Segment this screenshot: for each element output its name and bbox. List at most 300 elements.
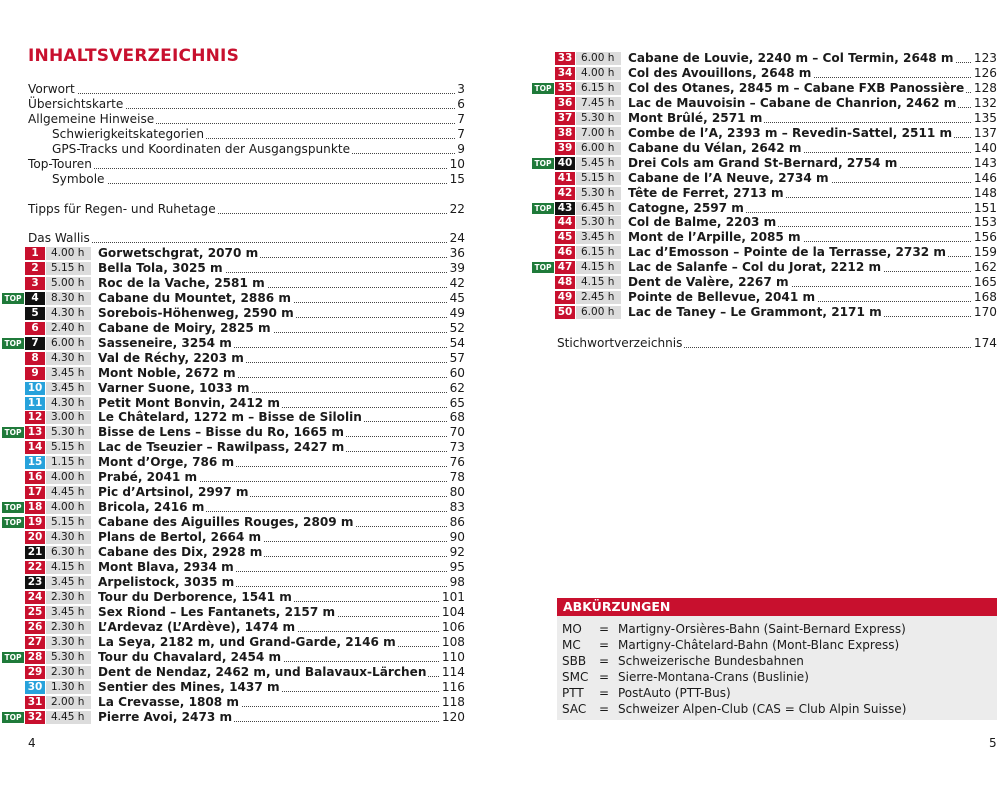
tour-name: Bricola, 2416 m xyxy=(98,500,205,515)
tour-entry[interactable] xyxy=(532,171,997,186)
tour-entry[interactable] xyxy=(2,455,465,470)
toc-entry-page: 6 xyxy=(457,97,465,111)
tour-page: 126 xyxy=(973,66,997,80)
tour-duration: 4.30 h xyxy=(46,352,91,365)
tour-page: 116 xyxy=(441,679,465,694)
tour-page: 106 xyxy=(441,619,465,634)
tour-entry[interactable] xyxy=(532,305,997,320)
tour-duration: 4.30 h xyxy=(46,531,91,544)
tour-duration: 3.00 h xyxy=(46,411,91,424)
tour-page: 146 xyxy=(973,170,997,185)
tour-duration: 5.15 h xyxy=(576,172,621,185)
abbreviation-meaning: Schweizerische Bundesbahnen xyxy=(618,654,804,668)
tour-name: Combe de l’A, 2393 m – Revedin-Sattel, 2511 m xyxy=(628,125,953,140)
tour-number-badge: 44 xyxy=(555,216,575,229)
toc-entry-page: 10 xyxy=(449,157,465,171)
tour-duration: 4.45 h xyxy=(46,486,91,499)
tour-page: 165 xyxy=(973,275,997,290)
toc-entry-label: Vorwort xyxy=(28,82,75,96)
toc-entry-schwierigkeitskategorien[interactable] xyxy=(52,127,465,142)
tour-page: 110 xyxy=(441,649,465,664)
tour-entry[interactable] xyxy=(532,66,997,81)
tour-entry[interactable] xyxy=(2,710,465,725)
toc-entry-label: GPS-Tracks und Koordinaten der Ausgangspunkte xyxy=(52,142,351,156)
tour-name: Tour du Chavalard, 2454 m xyxy=(98,649,282,664)
tour-duration: 4.00 h xyxy=(46,247,91,260)
tour-entry[interactable] xyxy=(2,545,465,560)
tour-entry[interactable] xyxy=(2,425,465,440)
tour-entry[interactable] xyxy=(2,291,465,306)
tour-name: Cabane des Dix, 2928 m xyxy=(98,545,263,559)
tour-name: Col des Avouillons, 2648 m xyxy=(628,66,812,80)
tour-page: 76 xyxy=(449,455,465,470)
tour-duration: 4.15 h xyxy=(46,561,91,574)
tour-page: 90 xyxy=(449,530,465,544)
tour-number-badge: 16 xyxy=(25,471,45,484)
tour-name: Sorebois-Höhenweg, 2590 m xyxy=(98,305,294,320)
top-tour-badge: TOP xyxy=(532,83,554,94)
tour-name: La Crevasse, 1808 m xyxy=(98,694,240,709)
tour-number-badge: 22 xyxy=(25,561,45,574)
tour-name: Prabé, 2041 m xyxy=(98,470,198,485)
tour-name: Lac d’Emosson – Pointe de la Terrasse, 2732 m xyxy=(628,245,946,260)
tour-name: Bella Tola, 3025 m xyxy=(98,260,223,275)
toc-entry-label: Übersichtskarte xyxy=(28,97,124,111)
tour-name: La Seya, 2182 m, und Grand-Garde, 2146 m xyxy=(98,634,396,649)
tour-page: 137 xyxy=(973,125,997,140)
tour-duration: 5.30 h xyxy=(46,426,91,439)
tour-number-badge: 8 xyxy=(25,352,45,365)
abbreviation-meaning: Schweizer Alpen-Club (CAS = Club Alpin Suisse) xyxy=(618,702,907,716)
tour-page: 143 xyxy=(973,155,997,170)
tour-number-badge: 20 xyxy=(25,531,45,544)
tour-duration: 3.45 h xyxy=(46,576,91,589)
tour-page: 52 xyxy=(449,320,465,335)
tour-duration: 6.00 h xyxy=(576,142,621,155)
tour-page: 148 xyxy=(973,185,997,200)
tour-duration: 4.45 h xyxy=(46,711,91,724)
tour-number-badge: 43 xyxy=(555,202,575,215)
tour-name: Cabane de l’A Neuve, 2734 m xyxy=(628,170,829,185)
tour-page: 101 xyxy=(441,589,465,604)
toc-entry-vorwort[interactable] xyxy=(28,82,465,97)
tour-name: L’Ardevaz (L’Ardève), 1474 m xyxy=(98,619,296,634)
tour-number-badge: 4 xyxy=(25,292,45,305)
tour-name: Mont d’Orge, 786 m xyxy=(98,455,235,470)
tour-duration: 5.30 h xyxy=(576,216,621,229)
tour-page: 73 xyxy=(449,440,465,455)
abbreviation-key: SMC xyxy=(562,670,589,684)
tour-page: 80 xyxy=(449,485,465,500)
tour-duration: 2.30 h xyxy=(46,591,91,604)
tour-name: Col de Balme, 2203 m xyxy=(628,215,777,230)
tour-page: 62 xyxy=(449,380,465,395)
abbreviation-key: MO xyxy=(562,622,582,636)
tour-page: 123 xyxy=(973,51,997,65)
tour-name: Sex Riond – Les Fantanets, 2157 m xyxy=(98,604,336,619)
tour-entry[interactable] xyxy=(532,81,997,96)
tour-duration: 4.30 h xyxy=(46,397,91,410)
toc-entry-tipps[interactable] xyxy=(28,202,465,217)
tour-number-badge: 3 xyxy=(25,277,45,290)
tour-number-badge: 50 xyxy=(555,306,575,319)
tour-entry[interactable] xyxy=(532,230,997,245)
tour-entry[interactable] xyxy=(2,650,465,665)
tour-page: 78 xyxy=(449,470,465,485)
tour-page: 128 xyxy=(973,80,997,95)
tour-entry[interactable] xyxy=(2,680,465,695)
tour-page: 98 xyxy=(449,574,465,589)
tour-page: 60 xyxy=(449,365,465,380)
tour-duration: 2.30 h xyxy=(46,621,91,634)
dot-leader xyxy=(28,93,465,94)
tour-number-badge: 38 xyxy=(555,127,575,140)
tour-name: Cabane de Moiry, 2825 m xyxy=(98,320,271,335)
tour-page: 162 xyxy=(973,260,997,275)
toc-entry-page: 24 xyxy=(449,231,465,245)
top-tour-badge: TOP xyxy=(2,502,24,513)
tour-duration: 5.00 h xyxy=(46,277,91,290)
tour-entry[interactable] xyxy=(532,245,997,260)
tour-name: Varner Suone, 1033 m xyxy=(98,380,250,395)
toc-entry-page: 22 xyxy=(449,202,465,216)
tour-entry[interactable] xyxy=(2,246,465,261)
tour-name: Lac de Salanfe – Col du Jorat, 2212 m xyxy=(628,260,882,275)
tour-duration: 8.30 h xyxy=(46,292,91,305)
tour-entry[interactable] xyxy=(2,276,465,291)
tour-entry[interactable] xyxy=(2,590,465,605)
tour-entry[interactable] xyxy=(2,605,465,620)
tour-number-badge: 1 xyxy=(25,247,45,260)
tour-entry[interactable] xyxy=(2,336,465,351)
toc-entry-label: Top-Touren xyxy=(28,157,92,171)
abbreviation-equals: = xyxy=(599,670,610,684)
tour-duration: 7.45 h xyxy=(576,97,621,110)
tour-duration: 2.00 h xyxy=(46,696,91,709)
toc-entry-label: Tipps für Regen- und Ruhetage xyxy=(28,202,216,216)
tour-duration: 6.45 h xyxy=(576,202,621,215)
toc-entry-das-wallis[interactable] xyxy=(28,231,465,246)
tour-page: 68 xyxy=(449,410,465,425)
tour-page: 36 xyxy=(449,246,465,260)
tour-duration: 1.15 h xyxy=(46,456,91,469)
tour-name: Roc de la Vache, 2581 m xyxy=(98,275,265,290)
toc-entry-stichwortverzeichnis[interactable] xyxy=(557,336,997,351)
tour-number-badge: 39 xyxy=(555,142,575,155)
tour-number-badge: 23 xyxy=(25,576,45,589)
toc-entry-page: 7 xyxy=(457,127,465,141)
tour-name: Val de Réchy, 2203 m xyxy=(98,350,244,365)
tour-duration: 5.30 h xyxy=(576,187,621,200)
tour-duration: 4.00 h xyxy=(46,501,91,514)
tour-number-badge: 30 xyxy=(25,681,45,694)
tour-entry[interactable] xyxy=(2,620,465,635)
tour-entry[interactable] xyxy=(2,575,465,590)
toc-entry-gps-tracks[interactable] xyxy=(52,142,465,157)
tour-page: 54 xyxy=(449,335,465,350)
tour-entry[interactable] xyxy=(2,366,465,381)
tour-entry[interactable] xyxy=(532,111,997,126)
tour-duration: 6.30 h xyxy=(46,546,91,559)
tour-page: 132 xyxy=(973,95,997,110)
tour-page: 70 xyxy=(449,425,465,440)
tour-name: Mont Blava, 2934 m xyxy=(98,560,234,574)
tour-page: 153 xyxy=(973,215,997,230)
abbreviation-key: PTT xyxy=(562,686,584,700)
abbreviation-key: SAC xyxy=(562,702,587,716)
tour-number-badge: 35 xyxy=(555,82,575,95)
tour-number-badge: 41 xyxy=(555,172,575,185)
tour-duration: 4.00 h xyxy=(46,471,91,484)
tour-duration: 3.45 h xyxy=(46,382,91,395)
tour-duration: 5.30 h xyxy=(46,651,91,664)
tour-number-badge: 7 xyxy=(25,337,45,350)
tour-entry[interactable] xyxy=(2,695,465,710)
tour-number-badge: 26 xyxy=(25,621,45,634)
tour-name: Catogne, 2597 m xyxy=(628,200,744,215)
toc-entry-label: Symbole xyxy=(52,172,105,186)
tour-page: 39 xyxy=(449,260,465,275)
tour-name: Pic d’Artsinol, 2997 m xyxy=(98,485,249,500)
toc-entry-page: 15 xyxy=(449,172,465,186)
tour-name: Dent de Nendaz, 2462 m, und Balavaux-Lärchen xyxy=(98,664,427,679)
tour-duration: 5.15 h xyxy=(46,516,91,529)
tour-entry[interactable] xyxy=(532,156,997,171)
tour-number-badge: 46 xyxy=(555,246,575,259)
top-tour-badge: TOP xyxy=(2,427,24,438)
tour-page: 118 xyxy=(441,694,465,709)
dot-leader xyxy=(28,242,465,243)
toc-entry-page: 9 xyxy=(457,142,465,156)
tour-number-badge: 48 xyxy=(555,276,575,289)
tour-name: Tour du Derborence, 1541 m xyxy=(98,589,292,604)
tour-name: Sentier des Mines, 1437 m xyxy=(98,679,280,694)
tour-number-badge: 15 xyxy=(25,456,45,469)
tour-number-badge: 10 xyxy=(25,382,45,395)
tour-entry[interactable] xyxy=(2,500,465,515)
tour-name: Lac de Taney – Le Grammont, 2171 m xyxy=(628,305,882,320)
tour-name: Petit Mont Bonvin, 2412 m xyxy=(98,395,280,410)
tour-number-badge: 12 xyxy=(25,411,45,424)
abbreviation-equals: = xyxy=(599,638,610,652)
tour-entry[interactable] xyxy=(2,470,465,485)
tour-number-badge: 37 xyxy=(555,112,575,125)
tour-number-badge: 6 xyxy=(25,322,45,335)
toc-entry-top-touren[interactable] xyxy=(28,157,465,172)
tour-number-badge: 33 xyxy=(555,52,575,65)
tour-duration: 7.00 h xyxy=(576,127,621,140)
abbreviation-equals: = xyxy=(599,686,610,700)
tour-name: Le Châtelard, 1272 m – Bisse de Silolin xyxy=(98,410,362,425)
tour-name: Drei Cols am Grand St-Bernard, 2754 m xyxy=(628,155,898,170)
tour-page: 159 xyxy=(973,245,997,260)
tour-name: Tête de Ferret, 2713 m xyxy=(628,185,784,200)
tour-entry[interactable] xyxy=(2,396,465,411)
tour-page: 57 xyxy=(449,350,465,365)
tour-duration: 1.30 h xyxy=(46,681,91,694)
tour-entry[interactable] xyxy=(2,261,465,276)
tour-number-badge: 5 xyxy=(25,307,45,320)
toc-entry-symbole[interactable] xyxy=(52,172,465,187)
tour-page: 42 xyxy=(449,275,465,290)
tour-page: 95 xyxy=(449,560,465,574)
tour-duration: 4.15 h xyxy=(576,276,621,289)
tour-page: 108 xyxy=(441,634,465,649)
tour-name: Pierre Avoi, 2473 m xyxy=(98,709,233,724)
tour-page: 65 xyxy=(449,395,465,410)
abbreviation-meaning: Sierre-Montana-Crans (Buslinie) xyxy=(618,670,809,684)
page-title: INHALTSVERZEICHNIS xyxy=(28,46,240,66)
tour-duration: 4.15 h xyxy=(576,261,621,274)
tour-number-badge: 49 xyxy=(555,291,575,304)
page-number-right: 5 xyxy=(989,736,997,750)
abbreviation-key: MC xyxy=(562,638,581,652)
tour-entry[interactable] xyxy=(2,485,465,500)
tour-number-badge: 42 xyxy=(555,187,575,200)
tour-name: Cabane du Mountet, 2886 m xyxy=(98,290,291,305)
tour-number-badge: 31 xyxy=(25,696,45,709)
tour-entry[interactable] xyxy=(2,306,465,321)
abbreviation-equals: = xyxy=(599,702,610,716)
tour-page: 83 xyxy=(449,500,465,515)
tour-number-badge: 9 xyxy=(25,367,45,380)
tour-entry[interactable] xyxy=(2,410,465,425)
tour-name: Gorwetschgrat, 2070 m xyxy=(98,246,259,260)
tour-duration: 2.45 h xyxy=(576,291,621,304)
abbreviation-meaning: Martigny-Châtelard-Bahn (Mont-Blanc Express) xyxy=(618,638,900,652)
tour-entry[interactable] xyxy=(2,530,465,545)
tour-entry[interactable] xyxy=(2,440,465,455)
tour-entry[interactable] xyxy=(532,215,997,230)
tour-entry[interactable] xyxy=(532,141,997,156)
tour-entry[interactable] xyxy=(2,560,465,575)
tour-entry[interactable] xyxy=(2,351,465,366)
page-number-left: 4 xyxy=(28,736,36,750)
tour-name: Lac de Tseuzier – Rawilpass, 2427 m xyxy=(98,440,345,455)
tour-number-badge: 40 xyxy=(555,157,575,170)
tour-number-badge: 28 xyxy=(25,651,45,664)
top-tour-badge: TOP xyxy=(2,293,24,304)
tour-page: 49 xyxy=(449,305,465,320)
toc-entry-page: 7 xyxy=(457,112,465,126)
tour-number-badge: 2 xyxy=(25,262,45,275)
toc-entry-label: Schwierigkeitskategorien xyxy=(52,127,205,141)
tour-entry[interactable] xyxy=(2,381,465,396)
tour-duration: 3.45 h xyxy=(46,606,91,619)
tour-entry[interactable] xyxy=(532,51,997,66)
top-tour-badge: TOP xyxy=(2,338,24,349)
tour-entry[interactable] xyxy=(2,515,465,530)
tour-duration: 6.15 h xyxy=(576,82,621,95)
tour-number-badge: 18 xyxy=(25,501,45,514)
toc-entry-allgemeine-hinweise[interactable] xyxy=(28,112,465,127)
tour-entry[interactable] xyxy=(532,186,997,201)
toc-entry-label: Allgemeine Hinweise xyxy=(28,112,155,126)
top-tour-badge: TOP xyxy=(532,262,554,273)
tour-number-badge: 27 xyxy=(25,636,45,649)
tour-number-badge: 25 xyxy=(25,606,45,619)
tour-name: Pointe de Bellevue, 2041 m xyxy=(628,290,816,305)
abbreviation-key: SBB xyxy=(562,654,587,668)
tour-number-badge: 11 xyxy=(25,397,45,410)
tour-entry[interactable] xyxy=(2,321,465,336)
tour-duration: 2.40 h xyxy=(46,322,91,335)
tour-entry[interactable] xyxy=(532,275,997,290)
tour-duration: 3.30 h xyxy=(46,636,91,649)
tour-number-badge: 19 xyxy=(25,516,45,529)
tour-number-badge: 17 xyxy=(25,486,45,499)
toc-entry-page: 174 xyxy=(973,336,997,350)
tour-entry[interactable] xyxy=(2,665,465,680)
tour-page: 151 xyxy=(973,200,997,215)
tour-number-badge: 29 xyxy=(25,666,45,679)
abbreviations-box xyxy=(557,598,997,720)
top-tour-badge: TOP xyxy=(532,158,554,169)
tour-duration: 4.00 h xyxy=(576,67,621,80)
tour-entry[interactable] xyxy=(532,260,997,275)
tour-number-badge: 34 xyxy=(555,67,575,80)
tour-duration: 3.45 h xyxy=(46,367,91,380)
abbreviations-heading: ABKÜRZUNGEN xyxy=(557,598,997,616)
tour-entry[interactable] xyxy=(2,635,465,650)
tour-name: Plans de Bertol, 2664 m xyxy=(98,530,262,544)
tour-name: Cabane du Vélan, 2642 m xyxy=(628,140,802,155)
tour-number-badge: 24 xyxy=(25,591,45,604)
tour-entry[interactable] xyxy=(532,126,997,141)
tour-page: 156 xyxy=(973,230,997,245)
tour-name: Cabane des Aiguilles Rouges, 2809 m xyxy=(98,515,354,530)
toc-entry-uebersichtskarte[interactable] xyxy=(28,97,465,112)
tour-duration: 6.00 h xyxy=(46,337,91,350)
tour-number-badge: 21 xyxy=(25,546,45,559)
abbreviation-equals: = xyxy=(599,622,610,636)
tour-name: Bisse de Lens – Bisse du Ro, 1665 m xyxy=(98,425,344,440)
tour-duration: 2.30 h xyxy=(46,666,91,679)
tour-page: 114 xyxy=(441,664,465,679)
tour-duration: 5.15 h xyxy=(46,441,91,454)
tour-page: 45 xyxy=(449,290,465,305)
tour-page: 104 xyxy=(441,604,465,619)
tour-entry[interactable] xyxy=(532,96,997,111)
abbreviation-equals: = xyxy=(599,654,610,668)
tour-name: Arpelistock, 3035 m xyxy=(98,574,235,589)
tour-number-badge: 36 xyxy=(555,97,575,110)
tour-duration: 6.00 h xyxy=(576,52,621,65)
toc-entry-label: Stichwortverzeichnis xyxy=(557,336,683,350)
toc-entry-page: 3 xyxy=(457,82,465,96)
tour-duration: 3.45 h xyxy=(576,231,621,244)
tour-entry[interactable] xyxy=(532,290,997,305)
tour-page: 140 xyxy=(973,140,997,155)
top-tour-badge: TOP xyxy=(2,652,24,663)
dot-leader xyxy=(52,183,465,184)
tour-duration: 4.30 h xyxy=(46,307,91,320)
tour-name: Mont de l’Arpille, 2085 m xyxy=(628,230,801,245)
tour-page: 120 xyxy=(441,709,465,724)
tour-duration: 5.15 h xyxy=(46,262,91,275)
tour-duration: 5.45 h xyxy=(576,157,621,170)
abbreviation-meaning: Martigny-Orsières-Bahn (Saint-Bernard Express) xyxy=(618,622,906,636)
tour-duration: 6.00 h xyxy=(576,306,621,319)
tour-name: Mont Noble, 2672 m xyxy=(98,365,236,380)
top-tour-badge: TOP xyxy=(2,712,24,723)
tour-name: Lac de Mauvoisin – Cabane de Chanrion, 2462 m xyxy=(628,95,957,110)
tour-name: Sasseneire, 3254 m xyxy=(98,335,232,350)
tour-number-badge: 32 xyxy=(25,711,45,724)
tour-entry[interactable] xyxy=(532,201,997,216)
tour-number-badge: 45 xyxy=(555,231,575,244)
top-tour-badge: TOP xyxy=(2,517,24,528)
